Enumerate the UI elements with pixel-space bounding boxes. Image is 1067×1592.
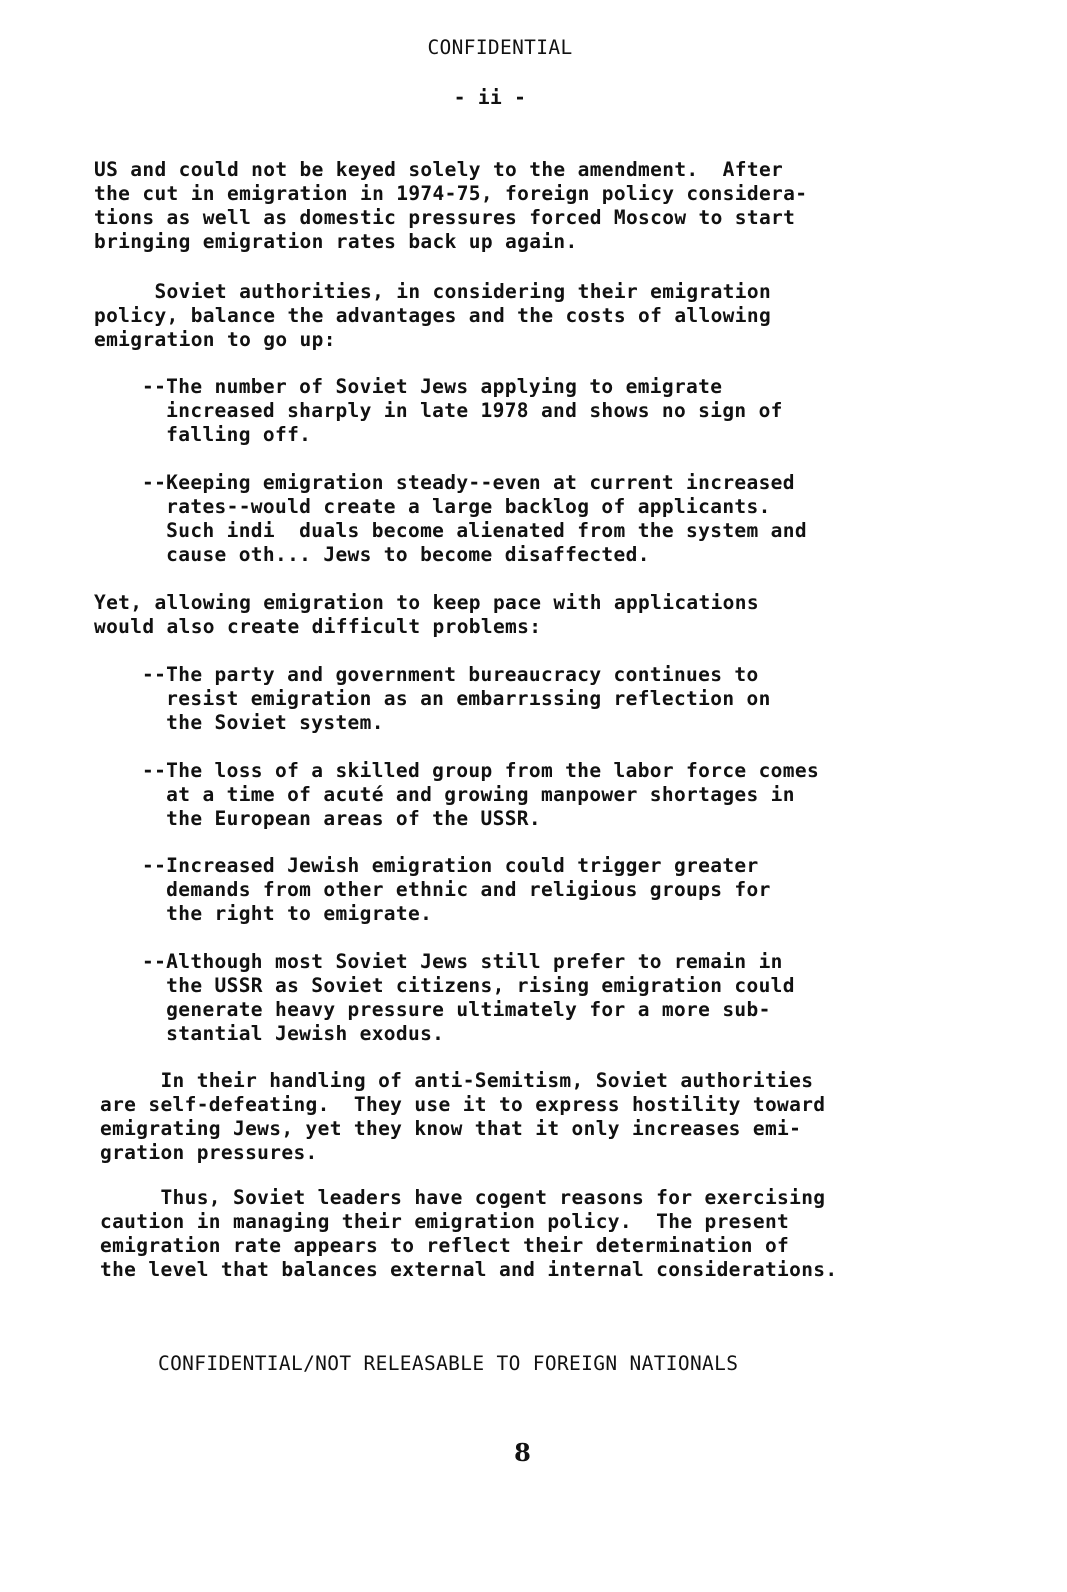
page-number: 8	[514, 1438, 531, 1467]
bullet-item: --The party and government bureaucracy continues to resist emigration as an embarrıssing reflection on the Soviet system.	[142, 663, 771, 734]
header-classification-marking: CONFIDENTIAL	[427, 36, 573, 59]
bullet-item: --Keeping emigration steady--even at current increased rates--would create a large backlog of applicants. Such indi duals become alienated from the system and cause oth... Jews to become disaffected.	[142, 471, 807, 566]
footer-classification-marking: CONFIDENTIAL/NOT RELEASABLE TO FOREIGN NATIONALS	[158, 1352, 739, 1375]
bullet-item: --The loss of a skilled group from the labor force comes at a time of acuté and growing manpower shortages in the European areas of the USSR.	[142, 759, 820, 830]
body-paragraph-3: Yet, allowing emigration to keep pace with applications would also create difficult problems:	[94, 591, 759, 638]
body-paragraph-4: In their handling of anti-Semitism, Soviet authorities are self-defeating. They use it to express hostility toward emigrating Jews, yet they know that it only increases emi- gration pressures.	[100, 1069, 826, 1164]
body-paragraph-1: US and could not be keyed solely to the amendment. After the cut in emigration in 1974-75, foreign policy considera- tions as well as domestic pressures forced Moscow to start bringing emigration rates back up again.	[94, 158, 808, 253]
bullet-item: --Although most Soviet Jews still prefer to remain in the USSR as Soviet citizens, rising emigration could generate heavy pressure ultimately for a more sub- stantial Jewish exodus.	[142, 950, 795, 1045]
bullet-item: --The number of Soviet Jews applying to emigrate increased sharply in late 1978 and shows no sign of falling off.	[142, 375, 783, 446]
body-paragraph-5: Thus, Soviet leaders have cogent reasons for exercising caution in managing their emigration policy. The present emigration rate appears to reflect their determination of the level that balances external and internal considerations.	[100, 1186, 838, 1281]
body-paragraph-2: Soviet authorities, in considering their emigration policy, balance the advantages and the costs of allowing emigration to go up:	[94, 280, 772, 351]
bullet-item: --Increased Jewish emigration could trigger greater demands from other ethnic and religious groups for the right to emigrate.	[142, 854, 771, 925]
roman-page-number: - ii -	[453, 86, 527, 109]
